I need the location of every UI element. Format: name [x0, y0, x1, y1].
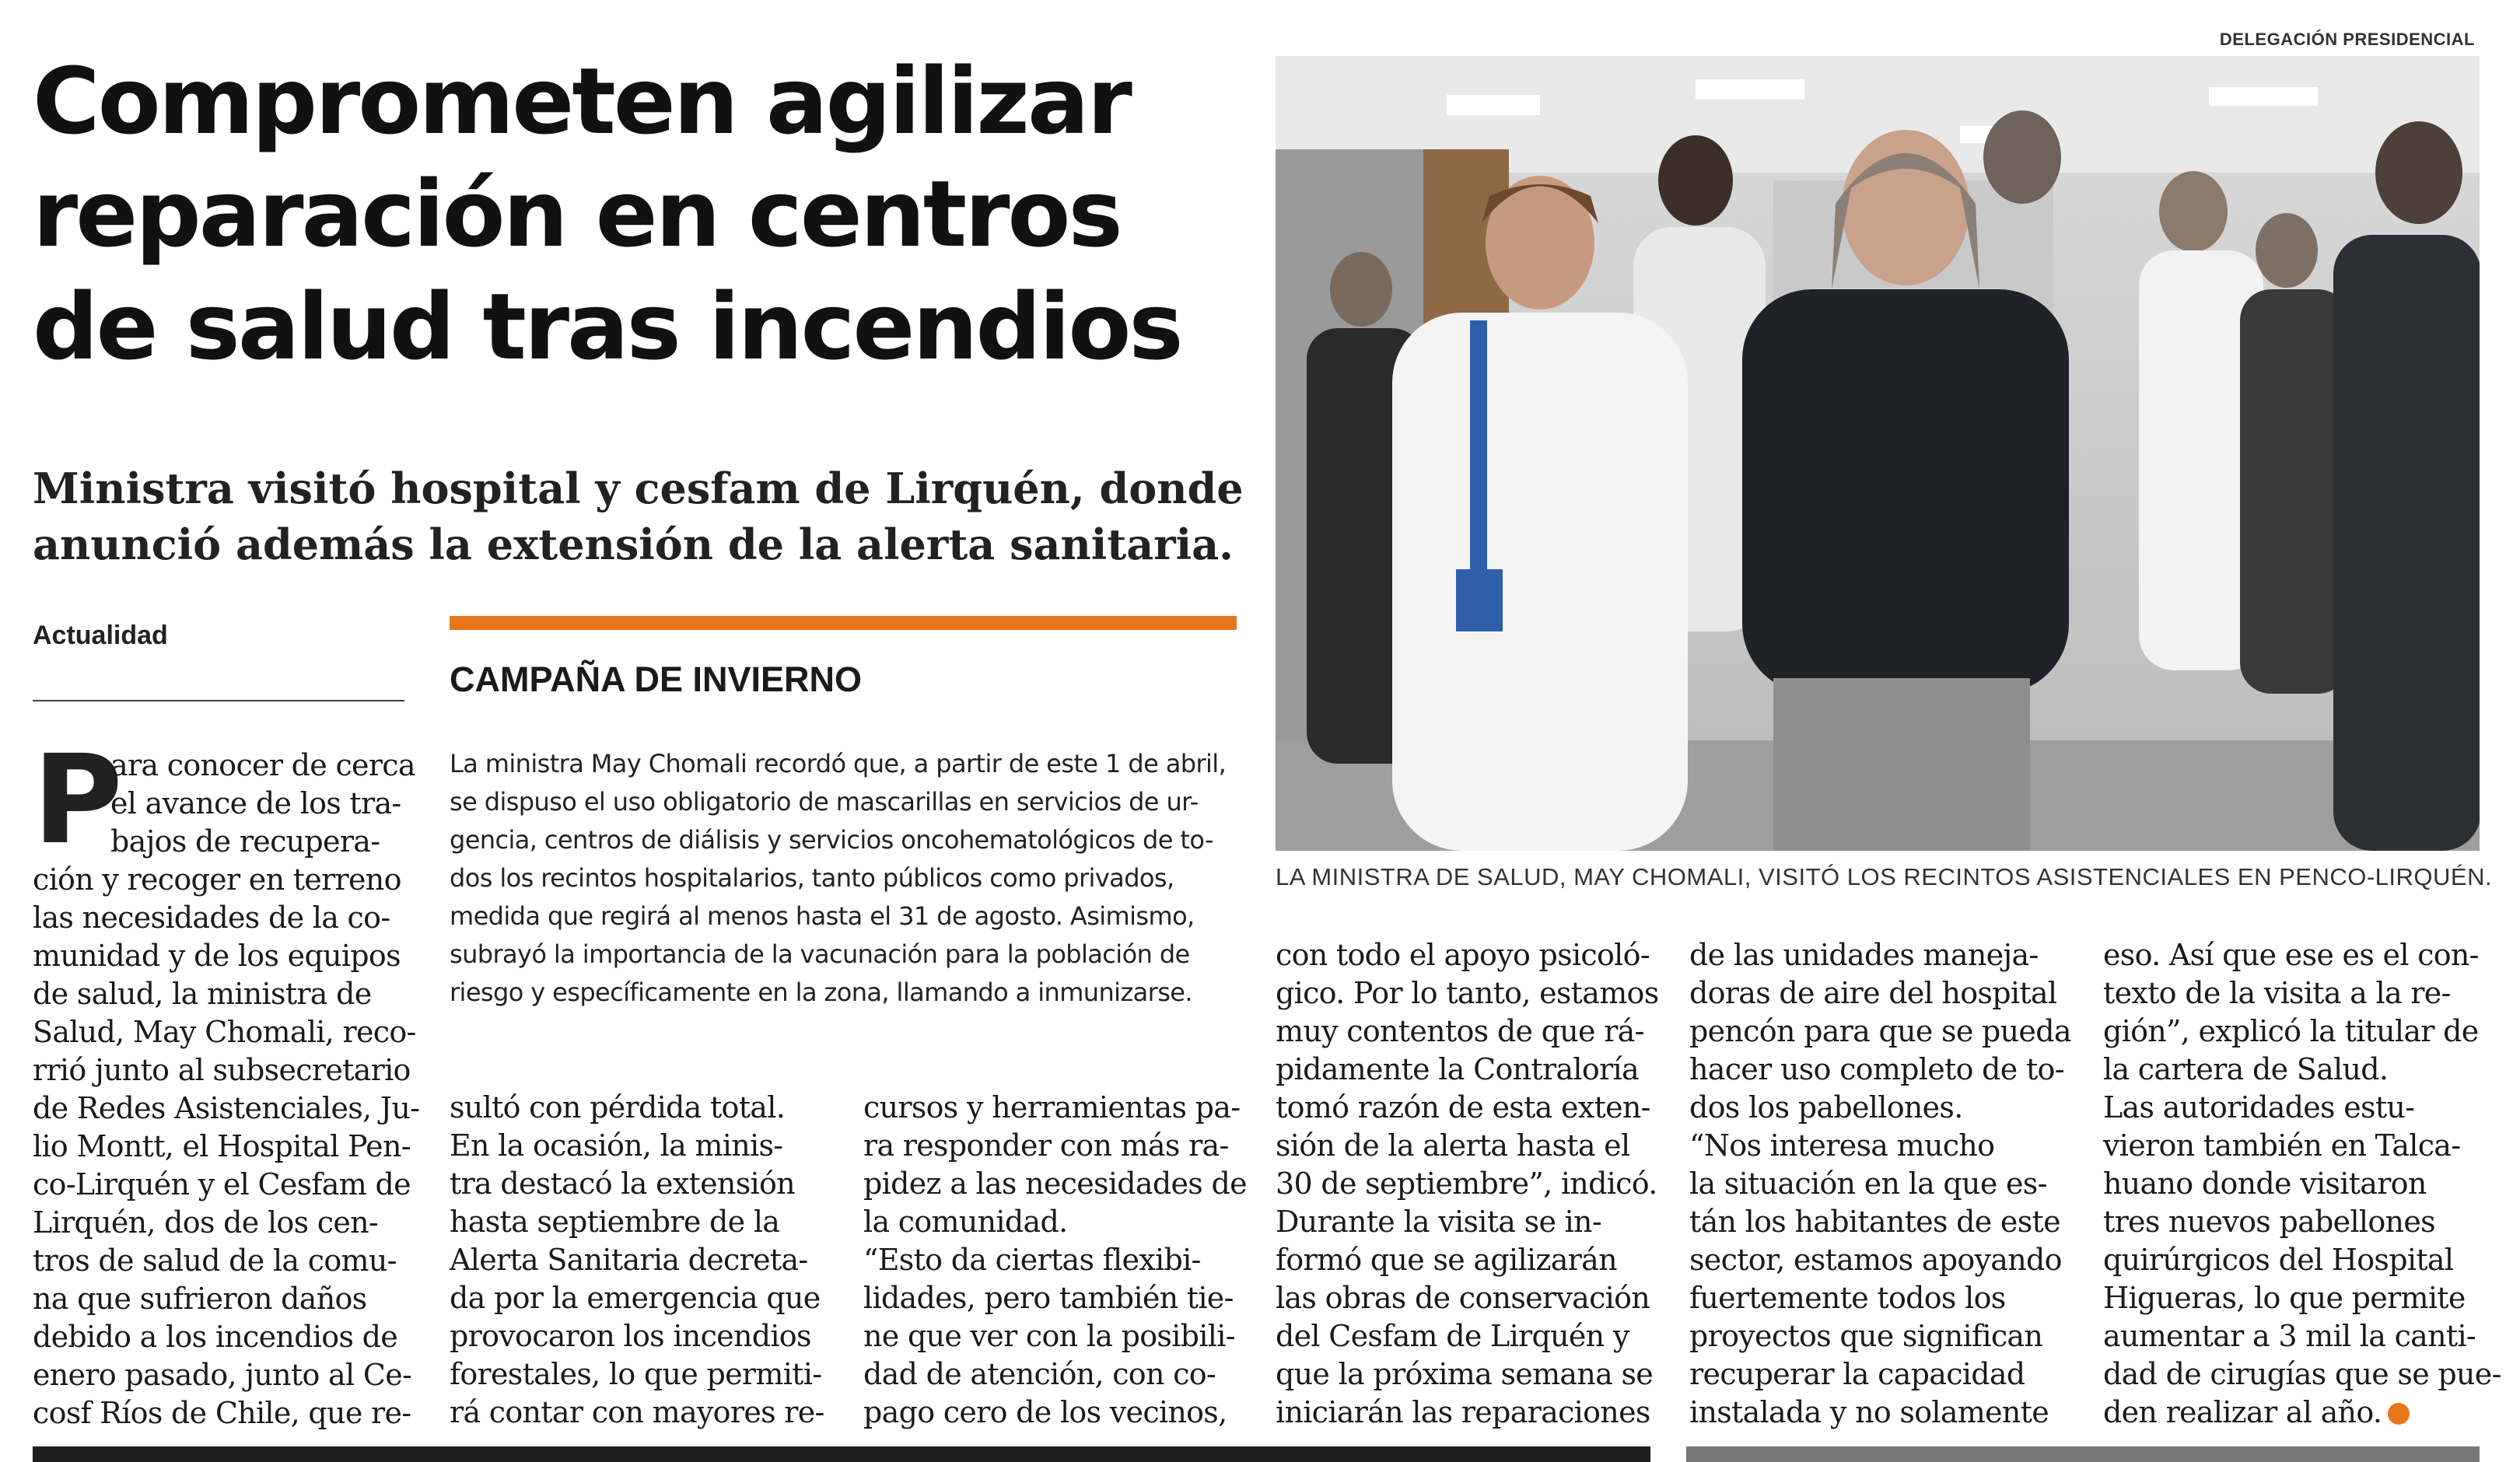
body-line: proyectos que significan	[1689, 1319, 2043, 1353]
body-line: vieron también en Talca-	[2103, 1128, 2461, 1163]
body-line: “Esto da ciertas flexibi-	[863, 1243, 1201, 1277]
photo-credit: DELEGACIÓN PRESIDENCIAL	[2219, 30, 2475, 49]
body-line-last	[2103, 1394, 2480, 1432]
body-line: forestales, lo que permiti-	[450, 1357, 822, 1391]
drop-cap: P	[33, 729, 123, 872]
body-line: debido a los incendios de	[33, 1320, 398, 1354]
body-line: hasta septiembre de la	[450, 1205, 780, 1239]
body-line-text: den realizar al año.	[2103, 1395, 2382, 1429]
body-line: el avance de los tra-	[110, 786, 401, 820]
body-line: eso. Así que ese es el con-	[2103, 938, 2479, 972]
body-line: dos los pabellones.	[1689, 1090, 1963, 1124]
box-line: gencia, centros de diálisis y servicios oncohematológicos de to-	[450, 825, 1213, 855]
body-line: fuertemente todos los	[1689, 1281, 2006, 1315]
body-line: Lirquén, dos de los cen-	[33, 1205, 379, 1240]
body-line: las necesidades de la co-	[33, 901, 390, 935]
box-title: CAMPAÑA DE INVIERNO	[450, 659, 863, 699]
headline-line: Comprometen agilizar	[33, 47, 1130, 155]
body-line: ara conocer de cerca	[110, 748, 415, 782]
footer-bar	[33, 1446, 1650, 1462]
body-line: de Redes Asistenciales, Ju-	[33, 1091, 420, 1125]
body-line: formó que se agilizarán	[1276, 1243, 1617, 1277]
body-line: pidez a las necesidades de	[863, 1166, 1247, 1201]
body-line: enero pasado, junto al Ce-	[33, 1358, 412, 1392]
box-line: La ministra May Chomali recordó que, a partir de este 1 de abril,	[450, 749, 1227, 778]
body-line: sector, estamos apoyando	[1689, 1243, 2062, 1277]
body-line: texto de la visita a la re-	[2103, 976, 2451, 1010]
body-line: rrió junto al subsecretario	[33, 1053, 411, 1087]
body-line: Las autoridades estu-	[2103, 1090, 2415, 1124]
body-line: na que sufrieron daños	[33, 1282, 367, 1316]
body-line: quirúrgicos del Hospital	[2103, 1243, 2454, 1277]
body-column-1	[33, 729, 420, 1432]
body-line: del Cesfam de Lirquén y	[1276, 1319, 1629, 1353]
body-column-6	[2103, 936, 2501, 1432]
photo-caption: LA MINISTRA DE SALUD, MAY CHOMALI, VISITÓ LOS RECINTOS ASISTENCIALES EN PENCO-LIRQUÉN.	[1276, 863, 2493, 890]
box-accent-bar	[450, 616, 1237, 630]
body-line: de las unidades maneja-	[1689, 938, 2039, 972]
body-line: En la ocasión, la minis-	[450, 1128, 783, 1163]
body-line: la situación en la que es-	[1689, 1166, 2047, 1201]
body-line: recuperar la capacidad	[1689, 1357, 2025, 1391]
body-line: “Nos interesa mucho	[1689, 1128, 1995, 1163]
body-line: ra responder con más ra-	[863, 1128, 1229, 1163]
body-line: sultó con pérdida total.	[450, 1090, 786, 1124]
body-line: pencón para que se pueda	[1689, 1014, 2071, 1048]
body-line: pago cero de los vecinos,	[863, 1395, 1227, 1429]
body-column-2	[450, 1089, 824, 1432]
body-line: da por la emergencia que	[450, 1281, 821, 1315]
deck-line: Ministra visitó hospital y cesfam de Lirquén, donde	[33, 463, 1244, 513]
footer-bar-gray	[1686, 1446, 2480, 1462]
box-line: riesgo y específicamente en la zona, llamando a inmunizarse.	[450, 978, 1192, 1007]
body-line: tres nuevos pabellones	[2103, 1205, 2435, 1239]
body-line: tra destacó la extensión	[450, 1166, 795, 1201]
box-line: subrayó la importancia de la vacunación para la población de	[450, 939, 1190, 969]
body-line: Salud, May Chomali, reco-	[33, 1015, 416, 1049]
body-line: rá contar con mayores re-	[450, 1395, 824, 1429]
news-photo	[1276, 56, 2480, 851]
body-line: tomó razón de esta exten-	[1276, 1090, 1650, 1124]
end-of-article-icon	[2388, 1403, 2410, 1425]
box-text	[450, 745, 1237, 1012]
body-line: muy contentos de que rá-	[1276, 1014, 1644, 1048]
body-line: provocaron los incendios	[450, 1319, 811, 1353]
body-line: 30 de septiembre”, indicó.	[1276, 1166, 1657, 1201]
body-line: que la próxima semana se	[1276, 1357, 1654, 1391]
body-line: de salud, la ministra de	[33, 977, 372, 1011]
body-line: lio Montt, el Hospital Pen-	[33, 1129, 411, 1163]
body-line: la comunidad.	[863, 1205, 1068, 1239]
body-line: huano donde visitaron	[2103, 1166, 2427, 1201]
body-column-5	[1689, 936, 2071, 1432]
body-column-3	[863, 1089, 1247, 1432]
body-line: iniciarán las reparaciones	[1276, 1395, 1650, 1429]
body-line: tán los habitantes de este	[1689, 1205, 2060, 1239]
body-line: doras de aire del hospital	[1689, 976, 2057, 1010]
body-line: sión de la alerta hasta el	[1276, 1128, 1630, 1163]
body-line: pidamente la Contraloría	[1276, 1052, 1639, 1086]
body-line: lidades, pero también tie-	[863, 1281, 1234, 1315]
body-line: hacer uso completo de to-	[1689, 1052, 2064, 1086]
body-line: con todo el apoyo psicoló-	[1276, 938, 1650, 972]
deck-line: anunció además la extensión de la alerta sanitaria.	[33, 519, 1234, 569]
body-line: dad de atención, con co-	[863, 1357, 1216, 1391]
box-line: se dispuso el uso obligatorio de mascarillas en servicios de ur-	[450, 787, 1199, 817]
headline-line: de salud tras incendios	[33, 273, 1181, 380]
body-line: cursos y herramientas pa-	[863, 1090, 1241, 1124]
box-line: medida que regirá al menos hasta el 31 de agosto. Asimismo,	[450, 901, 1195, 931]
headline	[33, 45, 1230, 383]
body-line: gión”, explicó la titular de	[2103, 1014, 2479, 1048]
box-line: dos los recintos hospitalarios, tanto públicos como privados,	[450, 863, 1174, 893]
body-column-4	[1276, 936, 1659, 1432]
body-line: bajos de recupera-	[110, 824, 380, 859]
body-line: ción y recoger en terreno	[33, 862, 401, 897]
body-line: Durante la visita se in-	[1276, 1205, 1601, 1239]
body-line: cosf Ríos de Chile, que re-	[33, 1396, 411, 1430]
headline-line: reparación en centros	[33, 160, 1121, 268]
body-line: dad de cirugías que se pue-	[2103, 1357, 2501, 1391]
body-line: Alerta Sanitaria decreta-	[450, 1243, 808, 1277]
body-line: tros de salud de la comu-	[33, 1243, 397, 1278]
body-line: gico. Por lo tanto, estamos	[1276, 976, 1659, 1010]
body-line: instalada y no solamente	[1689, 1395, 2049, 1429]
body-line: las obras de conservación	[1276, 1281, 1650, 1315]
section-label: Actualidad	[33, 621, 168, 650]
body-line: la cartera de Salud.	[2103, 1052, 2389, 1086]
divider	[33, 700, 404, 701]
body-line: aumentar a 3 mil la canti-	[2103, 1319, 2476, 1353]
body-line: ne que ver con la posibili-	[863, 1319, 1235, 1353]
body-line: co-Lirquén y el Cesfam de	[33, 1167, 411, 1201]
body-line: munidad y de los equipos	[33, 939, 401, 973]
body-line: Higueras, lo que permite	[2103, 1281, 2466, 1315]
deck	[33, 460, 1244, 572]
